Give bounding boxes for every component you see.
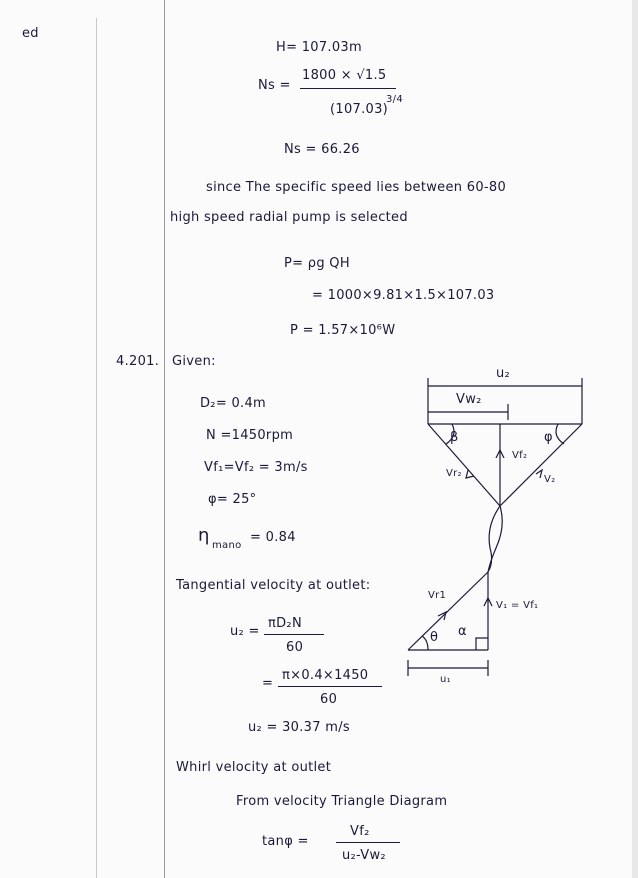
label-vr1: Vr1: [428, 590, 447, 601]
eta-subscript: mano: [212, 540, 242, 551]
specific-speed-result: Ns = 66.26: [284, 142, 360, 157]
head-value: H= 107.03m: [276, 40, 362, 55]
label-vr2: Vr₂: [446, 468, 462, 479]
given-efficiency: = 0.84: [250, 530, 296, 545]
theta-arc: [422, 636, 428, 650]
specific-speed-denominator: (107.03): [330, 102, 389, 117]
label-beta: β: [450, 430, 459, 445]
power-formula: P= ρg QH: [284, 256, 350, 271]
label-v2: V₂: [544, 474, 556, 485]
given-speed: N =1450rpm: [206, 428, 294, 443]
triangle-reference: From velocity Triangle Diagram: [236, 794, 448, 809]
arrow-head: [536, 470, 542, 478]
u2-result: u₂ = 30.37 m/s: [248, 720, 350, 735]
u2-lhs: u₂ =: [230, 624, 260, 639]
eta-symbol: η: [198, 525, 210, 546]
problem-number: 4.201.: [116, 354, 160, 369]
given-flow-velocity: Vf₁=Vf₂ = 3m/s: [204, 460, 308, 475]
power-result: P = 1.57×10⁶W: [290, 323, 396, 338]
given-diameter: D₂= 0.4m: [200, 396, 266, 411]
corner-fragment: ed: [22, 26, 39, 41]
absolute-velocity-outlet: [500, 424, 582, 506]
specific-speed-lhs: Ns =: [258, 78, 291, 93]
tan-lhs: tanφ =: [262, 834, 309, 849]
u2-equals: =: [262, 676, 274, 691]
label-theta: θ: [430, 630, 439, 645]
u2-denominator-values: 60: [320, 692, 338, 707]
blade-curve-inner: [488, 506, 502, 572]
pump-selection: high speed radial pump is selected: [170, 210, 408, 225]
tangential-heading: Tangential velocity at outlet:: [176, 578, 371, 593]
label-vw2: Vw₂: [456, 392, 482, 407]
since-statement: since The specific speed lies between 60-80: [206, 180, 507, 195]
given-heading: Given:: [172, 354, 216, 369]
tan-numerator: Vf₂: [350, 824, 370, 839]
label-u2: u₂: [496, 366, 511, 381]
u2-numerator: πD₂N: [268, 616, 302, 631]
u2-numerator-values: π×0.4×1450: [282, 668, 369, 683]
u2-denominator: 60: [286, 640, 304, 655]
label-u1: u₁: [440, 674, 451, 685]
given-angle: φ= 25°: [208, 492, 257, 507]
label-vf2: Vf₂: [512, 450, 528, 461]
label-v1: V₁ = Vf₁: [496, 600, 539, 611]
power-substitution: = 1000×9.81×1.5×107.03: [312, 288, 495, 303]
tan-denominator: u₂-Vw₂: [342, 848, 386, 863]
relative-velocity-outlet: [428, 424, 500, 506]
blade-curve: [488, 506, 500, 572]
whirl-heading: Whirl velocity at outlet: [176, 760, 332, 775]
specific-speed-numerator: 1800 × √1.5: [302, 68, 387, 83]
label-phi: φ: [544, 430, 553, 445]
specific-speed-exponent: 3/4: [386, 94, 403, 105]
label-alpha: α: [458, 624, 467, 639]
phi-arc: [556, 424, 564, 444]
right-angle-mark: [476, 638, 488, 650]
